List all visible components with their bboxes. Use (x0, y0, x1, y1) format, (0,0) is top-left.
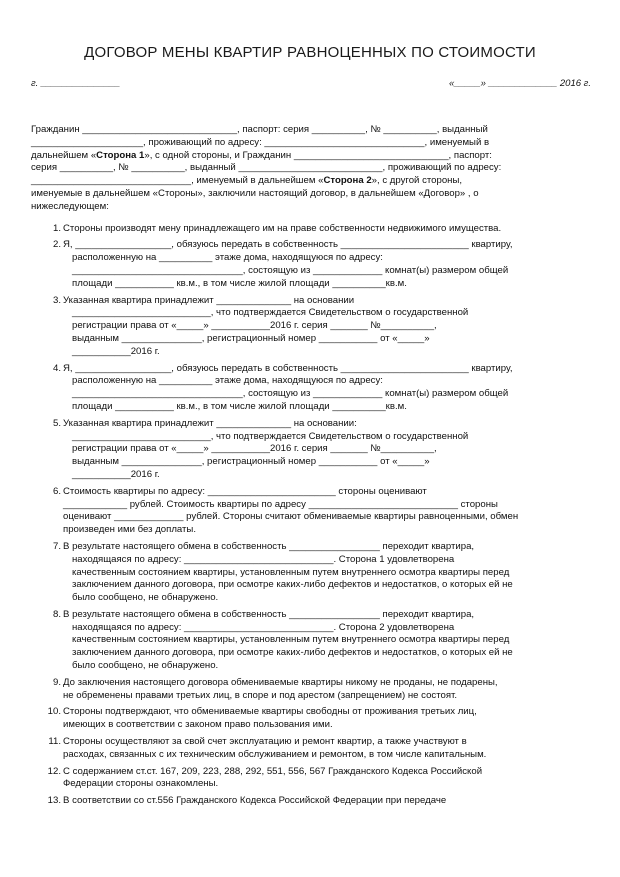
clause-text-line: расходах, связанных с их техническим обслуживанием и ремонтом, в том числе капитальным. (63, 748, 487, 760)
document-body (31, 124, 587, 812)
clause-text-line: находящаяся по адресу: ____________________________. Сторона 1 удовлетворена (72, 553, 455, 565)
clause-text-line: оценивают _____________ рублей. Стороны считают обмениваемые квартиры равноценными, обмен (63, 511, 519, 523)
clause-text-line: Стороны производят мену принадлежащего им на праве собственности недвижимого имущества. (63, 222, 502, 234)
clause-item (31, 541, 587, 605)
clause-number: 6. (52, 485, 61, 497)
clauses-list (31, 223, 587, 808)
clause-text-line: произведен ими без доплаты. (63, 524, 196, 536)
intro-line: ______________________________, именуемый в дальнейшем «Сторона 2», с другой стороны, (31, 175, 463, 187)
clause-text-line: было сообщено, не обнаружено. (72, 592, 219, 604)
clause-text-line: В соответствии со ст.556 Гражданского Кодекса Российской Федерации при передаче (63, 795, 447, 807)
clause-item (31, 766, 587, 792)
clause-text-line: не обременены правами третьих лиц, в споре и под арестом (запрещением) не состоят. (63, 689, 458, 701)
date-field: «_____» _____________ 2016 г. (448, 78, 591, 89)
clause-text-line: ____________ рублей. Стоимость квартиры по адресу ____________________________ стороны (63, 498, 498, 510)
clause-number: 3. (52, 294, 61, 306)
clause-text-line: ___________2016 г. (72, 468, 160, 480)
clause-text-line: Федерации стороны ознакомлены. (63, 778, 219, 790)
clause-item (31, 736, 587, 762)
clause-text-line: площади ___________ кв.м., в том числе жилой площади __________кв.м. (72, 400, 407, 412)
clause-item (31, 418, 587, 482)
clause-item (31, 363, 587, 414)
clause-number: 5. (52, 417, 61, 429)
clause-text-line: имеющих в соответствии с законом право пользования ими. (63, 719, 333, 731)
intro-line: дальнейшем «Сторона 1», с одной стороны, и Гражданин _____________________________, паспорт: (31, 149, 492, 161)
clause-text-line: В результате настоящего обмена в собственность _________________ переходит квартира, (63, 540, 475, 552)
clause-item (31, 795, 587, 808)
clause-item (31, 239, 587, 290)
clause-text-line: Стороны подтверждают, что обмениваемые квартиры свободны от проживания третьих лиц, (63, 706, 477, 718)
clause-text-line: расположенную на __________ этаже дома, находящуюся по адресу: (72, 375, 383, 387)
clause-number: 4. (52, 362, 61, 374)
clause-number: 12. (47, 765, 61, 777)
clause-text-line: регистрации права от «_____» ___________2016 г. серия _______ №__________, (72, 320, 437, 332)
clause-text-line: ________________________________, состоящую из _____________ комнат(ы) размером общей (72, 264, 509, 276)
header-line (31, 78, 591, 92)
clause-item (31, 706, 587, 732)
intro-line: именуемые в дальнейшем «Стороны», заключили настоящий договор, в дальнейшем «Договор» , о (31, 187, 479, 199)
clause-text-line: С содержанием ст.ст. 167, 209, 223, 288, 292, 551, 556, 567 Гражданского Кодекса Российской (63, 765, 483, 777)
document-title: ДОГОВОР МЕНЫ КВАРТИР РАВНОЦЕННЫХ ПО СТОИМОСТИ (84, 44, 536, 61)
clause-text-line: До заключения настоящего договора обмениваемые квартиры никому не проданы, не подарены, (63, 676, 498, 688)
clause-text-line: выданным _______________, регистрационный номер ___________ от «_____» (72, 332, 430, 344)
clause-text-line: ___________2016 г. (72, 345, 160, 357)
clause-number: 1. (52, 222, 61, 234)
clause-number: 10. (47, 706, 61, 718)
clause-text-line: качественным состоянием квартиры, установленным путем внутреннего осмотра квартиры перед (72, 634, 510, 646)
clause-text-line: Я, __________________, обязуюсь передать в собственность ________________________ квартиру, (63, 239, 513, 251)
intro-paragraph (31, 124, 587, 214)
clause-text-line: Я, __________________, обязуюсь передать в собственность ________________________ квартиру, (63, 362, 513, 374)
clause-text-line: было сообщено, не обнаружено. (72, 660, 219, 672)
clause-number: 8. (52, 608, 61, 620)
clause-text-line: Указанная квартира принадлежит ______________ на основании: (63, 417, 357, 429)
intro-line: серия __________, № __________, выданный ___________________________, проживающий по адресу: (31, 162, 502, 174)
clause-text-line: находящаяся по адресу: ____________________________. Сторона 2 удовлетворена (72, 621, 455, 633)
clause-number: 7. (52, 540, 61, 552)
clause-item (31, 295, 587, 359)
clause-item (31, 223, 587, 236)
clause-text-line: ________________________________, состоящую из _____________ комнат(ы) размером общей (72, 388, 509, 400)
clause-text-line: В результате настоящего обмена в собственность _________________ переходит квартира, (63, 608, 475, 620)
clause-text-line: __________________________, что подтверждается Свидетельством о государственной (72, 307, 469, 319)
clause-item (31, 609, 587, 673)
clause-text-line: Указанная квартира принадлежит ______________ на основании (63, 294, 355, 306)
clause-text-line: расположенную на __________ этаже дома, находящуюся по адресу: (72, 252, 383, 264)
clause-text-line: __________________________, что подтверждается Свидетельством о государственной (72, 430, 469, 442)
clause-text-line: площади ___________ кв.м., в том числе жилой площади __________кв.м. (72, 277, 407, 289)
city-field: г. _______________ (31, 78, 121, 89)
clause-item (31, 486, 587, 537)
clause-number: 11. (48, 736, 61, 748)
intro-line: Гражданин _____________________________, паспорт: серия __________, № __________, выданный (31, 124, 488, 135)
clause-text-line: Стороны осуществляют за свой счет эксплуатацию и ремонт квартир, а также участвуют в (63, 736, 467, 748)
clause-item (31, 677, 587, 703)
clause-number: 2. (52, 239, 61, 251)
clause-number: 9. (52, 676, 61, 688)
clause-text-line: заключением данного договора, при осмотре каких-либо дефектов и недостатков, о которых ей не (72, 647, 513, 659)
intro-line: нижеследующем: (31, 200, 109, 212)
clause-text-line: заключением данного договора, при осмотре каких-либо дефектов и недостатков, о которых ей не (72, 579, 513, 591)
intro-line: _____________________, проживающий по адресу: ______________________________, именуемый в (31, 136, 490, 148)
clause-text-line: регистрации права от «_____» ___________2016 г. серия _______ №__________, (72, 443, 437, 455)
clause-text-line: качественным состоянием квартиры, установленным путем внутреннего осмотра квартиры перед (72, 566, 510, 578)
clause-text-line: Стоимость квартиры по адресу: ________________________ стороны оценивают (63, 485, 427, 497)
clause-number: 13. (47, 795, 61, 807)
clause-text-line: выданным _______________, регистрационный номер ___________ от «_____» (72, 456, 430, 468)
